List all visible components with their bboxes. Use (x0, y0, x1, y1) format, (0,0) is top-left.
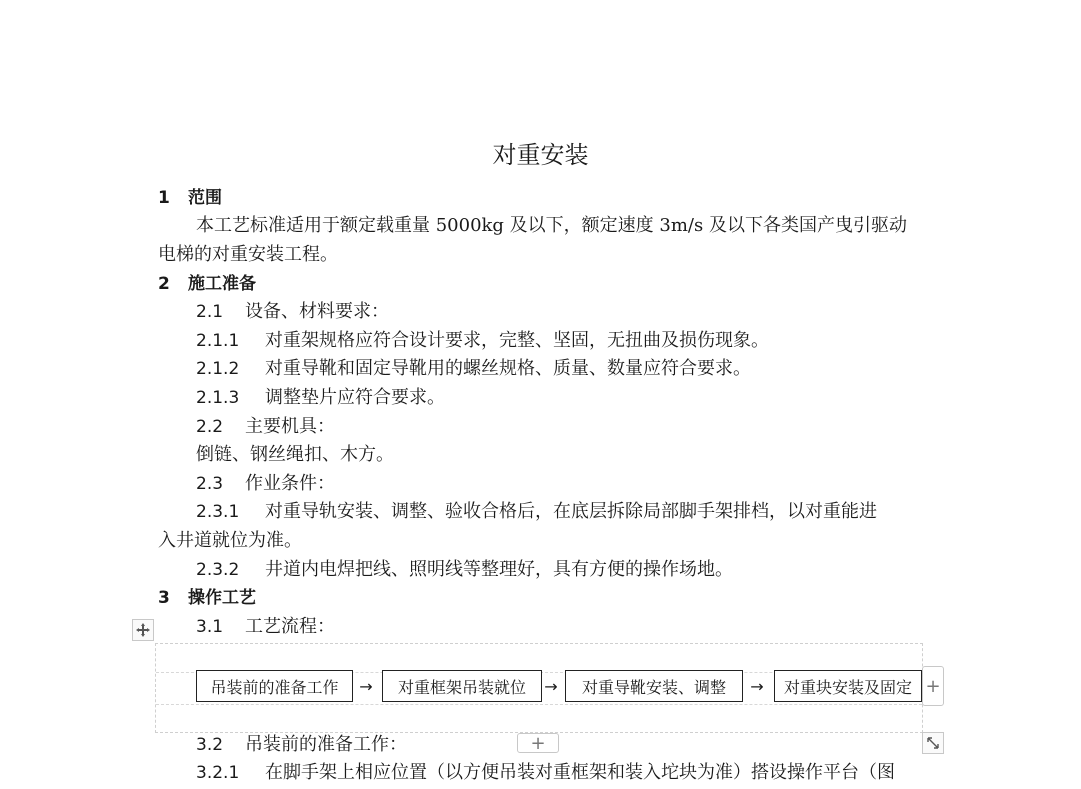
heading-3 (158, 584, 256, 612)
subheading-text: 主要机具： (245, 416, 335, 437)
subheading-text: 作业条件： (245, 473, 335, 494)
move-icon (135, 622, 151, 638)
item-text: 对重导轨安装、调整、验收合格后，在底层拆除局部脚手架排档，以对重能进 (265, 501, 877, 522)
flow-step-2: 对重框架吊装就位 (382, 670, 542, 702)
item-text: 对重导靴和固定导靴用的螺丝规格、质量、数量应符合要求。 (265, 358, 751, 379)
plus-icon: + (530, 732, 546, 754)
heading-number: 2 (158, 274, 170, 294)
item-number: 2.1.1 (196, 331, 240, 351)
heading-number: 1 (158, 188, 170, 208)
arrow-right-icon: → (544, 676, 558, 696)
subheading-number: 2.3 (196, 474, 224, 494)
item-number: 3.2.1 (196, 763, 240, 783)
flow-step-4: 对重块安装及固定 (774, 670, 922, 702)
item-2-3-1 (196, 498, 877, 526)
plus-icon: + (925, 675, 941, 697)
heading-text: 施工准备 (188, 274, 256, 294)
subheading-2-2 (196, 413, 335, 441)
subheading-number: 3.2 (196, 735, 224, 755)
item-2-1-1 (196, 327, 769, 355)
item-2-1-2 (196, 355, 751, 383)
item-number: 2.3.2 (196, 560, 240, 580)
subheading-3-2 (196, 731, 407, 759)
item-2-1-3 (196, 384, 445, 412)
subheading-text: 设备、材料要求： (245, 301, 389, 322)
flow-step-1: 吊装前的准备工作 (196, 670, 353, 702)
item-number: 2.1.3 (196, 388, 240, 408)
subheading-number: 2.1 (196, 302, 224, 322)
heading-text: 操作工艺 (188, 588, 256, 608)
item-text: 调整垫片应符合要求。 (265, 387, 445, 408)
subheading-number: 2.2 (196, 417, 224, 437)
item-number: 2.1.2 (196, 359, 240, 379)
heading-number: 3 (158, 588, 170, 608)
resize-icon (926, 736, 940, 750)
item-2-3-2 (196, 556, 733, 584)
subheading-text: 工艺流程： (245, 616, 335, 637)
item-3-2-1 (196, 759, 895, 787)
item-text: 井道内电焊把线、照明线等整理好，具有方便的操作场地。 (265, 559, 733, 580)
subheading-number: 3.1 (196, 617, 224, 637)
page-title: 对重安装 (492, 141, 589, 169)
table-move-handle[interactable] (132, 619, 154, 641)
subheading-2-1 (196, 298, 389, 326)
subheading-text: 吊装前的准备工作： (245, 734, 407, 755)
flow-step-3: 对重导靴安装、调整 (565, 670, 743, 702)
paragraph-continued: 电梯的对重安装工程。 (158, 244, 338, 265)
item-text: 对重架规格应符合设计要求，完整、坚固，无扭曲及损伤现象。 (265, 330, 769, 351)
item-text: 在脚手架上相应位置（以方便吊装对重框架和装入坨块为准）搭设操作平台（图 (265, 762, 895, 783)
arrow-right-icon: → (359, 676, 373, 696)
subheading-3-1 (196, 613, 335, 641)
paragraph: 倒链、钢丝绳扣、木方。 (196, 444, 394, 465)
arrow-right-icon: → (750, 676, 764, 696)
paragraph-continued: 入井道就位为准。 (158, 530, 302, 551)
add-column-button[interactable] (922, 666, 944, 706)
heading-1 (158, 184, 222, 212)
add-row-button[interactable] (517, 733, 559, 753)
subheading-2-3 (196, 470, 335, 498)
table-resize-handle[interactable] (922, 732, 944, 754)
item-number: 2.3.1 (196, 502, 240, 522)
heading-2 (158, 270, 256, 298)
heading-text: 范围 (188, 188, 222, 208)
paragraph: 本工艺标准适用于额定载重量 5000kg 及以下，额定速度 3m/s 及以下各类国产曳引驱动 (196, 215, 907, 236)
